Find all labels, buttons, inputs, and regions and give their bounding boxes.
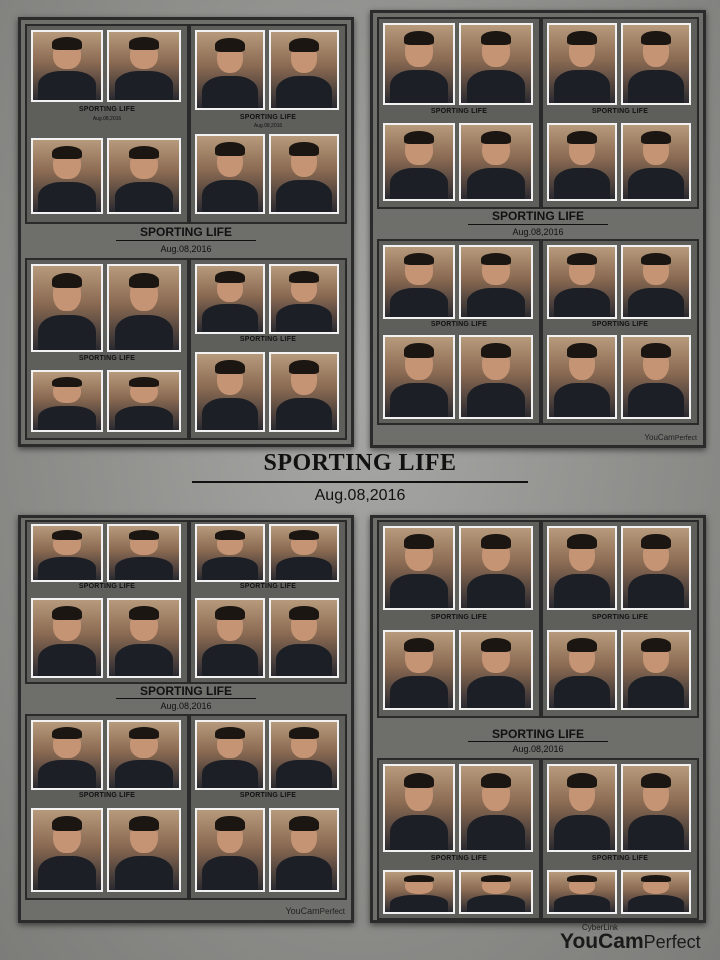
sub-collage xyxy=(541,17,699,209)
photo xyxy=(459,764,533,852)
photo xyxy=(31,524,103,582)
photo xyxy=(195,30,265,110)
sub-collage xyxy=(25,24,189,224)
watermark-suffix: Perfect xyxy=(674,435,697,442)
photo xyxy=(459,526,533,610)
watermark-brand: YouCam xyxy=(560,930,644,953)
photo xyxy=(195,720,265,790)
youcam-perfect-watermark xyxy=(560,930,701,954)
photo xyxy=(31,808,103,892)
photo xyxy=(621,526,691,610)
sub-collage xyxy=(541,758,699,920)
mini-caption-title: SPORTING LIFE xyxy=(239,114,297,121)
sub-collage xyxy=(25,258,189,440)
mini-caption-title: SPORTING LIFE xyxy=(78,106,136,113)
sub-collage xyxy=(377,17,541,209)
photo xyxy=(459,245,533,319)
collage-panel-top-left xyxy=(18,17,354,447)
photo xyxy=(195,598,265,678)
photo xyxy=(547,245,617,319)
photo xyxy=(621,123,691,201)
photo xyxy=(621,764,691,852)
mini-caption-title: SPORTING LIFE xyxy=(430,614,488,621)
photo xyxy=(269,808,339,892)
panel-date: Aug.08,2016 xyxy=(512,227,564,237)
panel-date: Aug.08,2016 xyxy=(160,244,212,254)
panel-title-rule xyxy=(116,240,256,241)
mini-caption-title: SPORTING LIFE xyxy=(430,108,488,115)
photo xyxy=(195,264,265,334)
photo xyxy=(107,370,181,432)
photo xyxy=(31,598,103,678)
photo xyxy=(31,30,103,102)
youcam-watermark-small xyxy=(285,906,345,916)
photo xyxy=(383,630,455,710)
mini-caption-title: SPORTING LIFE xyxy=(78,355,136,362)
youcam-watermark-small xyxy=(644,433,697,442)
mini-caption-title: SPORTING LIFE xyxy=(78,583,136,590)
panel-date: Aug.08,2016 xyxy=(160,701,212,711)
photo xyxy=(107,524,181,582)
photo xyxy=(269,30,339,110)
watermark-brand: YouCam xyxy=(644,433,675,442)
photo xyxy=(621,630,691,710)
photo xyxy=(459,123,533,201)
mini-caption-title: SPORTING LIFE xyxy=(591,108,649,115)
mini-caption-title: SPORTING LIFE xyxy=(239,336,297,343)
photo xyxy=(31,138,103,214)
photo xyxy=(31,370,103,432)
panel-title: SPORTING LIFE xyxy=(139,684,232,698)
photo xyxy=(31,720,103,790)
photo xyxy=(107,598,181,678)
sub-collage xyxy=(541,239,699,425)
mini-caption-title: SPORTING LIFE xyxy=(430,855,488,862)
panel-title-rule xyxy=(468,741,608,742)
mini-caption-title: SPORTING LIFE xyxy=(430,321,488,328)
photo xyxy=(107,30,181,102)
photo xyxy=(195,524,265,582)
photo xyxy=(269,524,339,582)
panel-title: SPORTING LIFE xyxy=(491,209,584,223)
sub-collage xyxy=(377,239,541,425)
panel-title-rule xyxy=(116,698,256,699)
photo xyxy=(269,598,339,678)
photo xyxy=(547,630,617,710)
collage-panel-top-right xyxy=(370,10,706,448)
watermark-suffix: Perfect xyxy=(319,907,345,916)
photo xyxy=(383,123,455,201)
photo xyxy=(621,245,691,319)
mini-caption-title: SPORTING LIFE xyxy=(591,855,649,862)
photo xyxy=(383,23,455,105)
sub-collage xyxy=(377,758,541,920)
photo xyxy=(621,335,691,419)
photo xyxy=(269,134,339,214)
photo xyxy=(383,764,455,852)
photo xyxy=(107,138,181,214)
photo xyxy=(547,764,617,852)
photo xyxy=(547,335,617,419)
photo xyxy=(269,352,339,432)
mini-caption-date: Aug.08,2016 xyxy=(92,116,122,122)
cyberlink-label: CyberLink xyxy=(582,923,619,932)
mini-caption-date: Aug.08,2016 xyxy=(253,123,283,129)
mini-caption-title: SPORTING LIFE xyxy=(591,614,649,621)
mini-caption-title: SPORTING LIFE xyxy=(239,583,297,590)
photo xyxy=(547,526,617,610)
panel-title: SPORTING LIFE xyxy=(491,727,584,741)
photo xyxy=(107,720,181,790)
photo xyxy=(107,808,181,892)
photo xyxy=(269,264,339,334)
main-title-rule xyxy=(192,481,528,483)
watermark-suffix: Perfect xyxy=(643,932,701,952)
main-title: SPORTING LIFE xyxy=(263,450,457,476)
sub-collage xyxy=(189,24,347,224)
mini-caption-title: SPORTING LIFE xyxy=(78,792,136,799)
photo xyxy=(383,526,455,610)
photo xyxy=(31,264,103,352)
photo xyxy=(383,245,455,319)
collage-panel-bottom-right xyxy=(370,515,706,923)
panel-title: SPORTING LIFE xyxy=(139,225,232,239)
sub-collage xyxy=(25,714,189,900)
photo xyxy=(383,870,455,914)
sub-collage xyxy=(189,258,347,440)
photo xyxy=(195,134,265,214)
sub-collage xyxy=(189,714,347,900)
photo xyxy=(459,630,533,710)
photo xyxy=(547,23,617,105)
photo xyxy=(195,352,265,432)
photo xyxy=(547,870,617,914)
sub-collage xyxy=(25,520,189,684)
panel-date: Aug.08,2016 xyxy=(512,744,564,754)
photo xyxy=(459,23,533,105)
sub-collage xyxy=(377,520,541,718)
photo xyxy=(383,335,455,419)
photo xyxy=(547,123,617,201)
photo xyxy=(459,335,533,419)
photo xyxy=(195,808,265,892)
collage-panel-bottom-left xyxy=(18,515,354,923)
photo xyxy=(107,264,181,352)
sub-collage xyxy=(189,520,347,684)
mini-caption-title: SPORTING LIFE xyxy=(239,792,297,799)
mini-caption-title: SPORTING LIFE xyxy=(591,321,649,328)
photo xyxy=(459,870,533,914)
panel-title-rule xyxy=(468,224,608,225)
sub-collage xyxy=(541,520,699,718)
photo xyxy=(621,870,691,914)
main-date: Aug.08,2016 xyxy=(314,487,406,504)
photo xyxy=(269,720,339,790)
watermark-brand: YouCam xyxy=(285,906,320,916)
photo xyxy=(621,23,691,105)
